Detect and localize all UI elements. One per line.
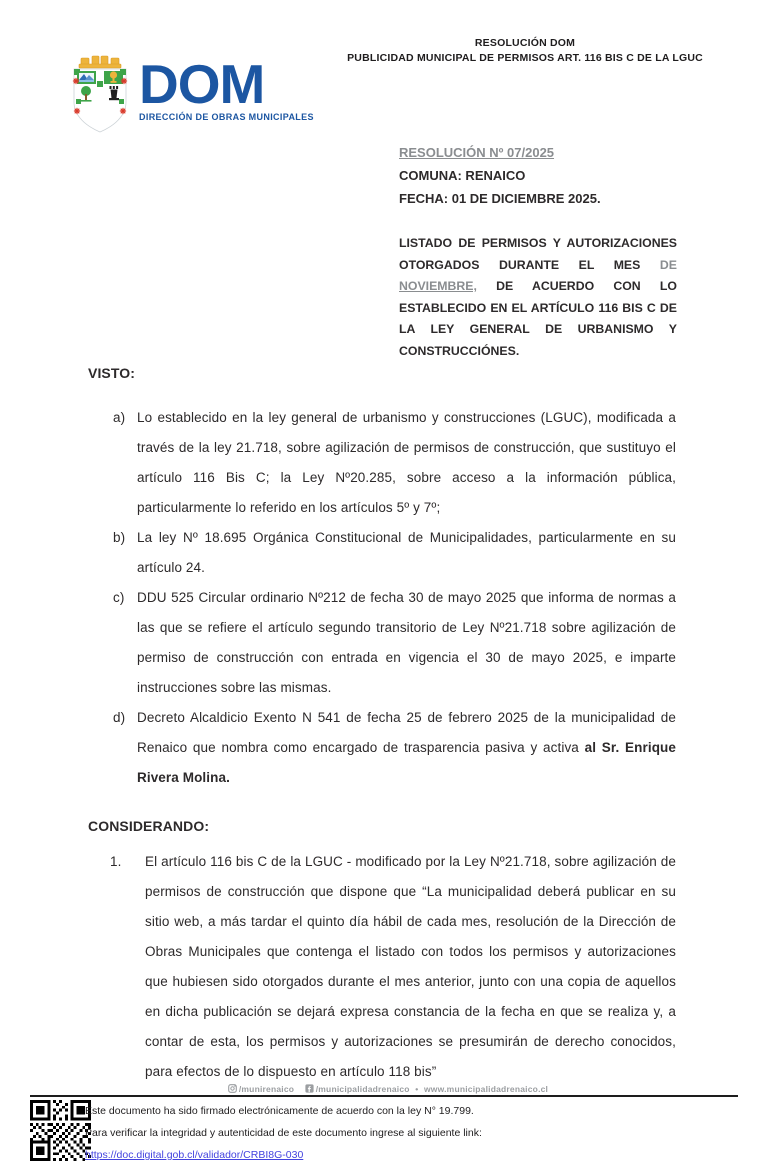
list-item-text: El artículo 116 bis C de la LGUC - modificado por la Ley Nº21.718, sobre agilización de permisos de construcción que dispone que “La municipalidad deberá publicar en su sitio web, a más tardar el quinto día hábil de cada mes, resolución de la Dirección de Obras Municipales que contenga el listado con todos los permisos y autorizaciones que hubiesen sido otorgados durante el mes anterior, junto con una copia de aquellos en dicha publicación se dejará expresa constancia de la fecha en que se realiza y, a contar de esta, los permisos y autorizaciones se presumirán de derecho conocidos, para efectos de lo dispuesto en artículo 118 bis” (145, 854, 676, 1079)
comuna-line: COMUNA: RENAICO (399, 168, 526, 183)
qr-code-icon (30, 1100, 91, 1166)
list-item-1 (88, 847, 676, 1087)
list-item-text: La ley Nº 18.695 Orgánica Constitucional de Municipalidades, particularmente en su artículo 24. (137, 530, 676, 575)
list-item-label: d) (113, 710, 126, 725)
visto-heading: VISTO: (88, 365, 136, 381)
fecha-line: FECHA: 01 DE DICIEMBRE 2025. (399, 191, 601, 206)
logo-subtitle: DIRECCIÓN DE OBRAS MUNICIPALES (139, 112, 314, 122)
document-type-header (340, 36, 710, 65)
list-item-c (88, 583, 676, 703)
website-text: www.municipalidadrenaico.cl (424, 1084, 549, 1094)
list-item-d (88, 703, 676, 793)
doc-type-line1: RESOLUCIÓN DOM (474, 37, 576, 49)
considerando-heading: CONSIDERANDO: (88, 818, 210, 834)
dom-logo (68, 55, 314, 139)
list-item-label: 1. (110, 854, 122, 869)
facebook-handle: /municipalidadrenaico (315, 1084, 410, 1094)
verify-link[interactable]: https://doc.digital.gob.cl/validador/CRBI8G-030 (85, 1149, 304, 1161)
list-item-label: c) (113, 590, 125, 605)
resolution-number: RESOLUCIÓN Nº 07/2025 (399, 145, 555, 160)
list-item-label: a) (113, 410, 126, 425)
list-item-a (88, 403, 676, 523)
subject-part1: LISTADO DE PERMISOS Y AUTORIZACIONES OTORGADOS DURANTE EL MES (399, 236, 677, 272)
instagram-handle: /munirenaico (238, 1084, 295, 1094)
footer-verification-block (85, 1100, 482, 1166)
document-body (88, 364, 676, 1087)
resolution-subject (399, 233, 677, 363)
list-item-text: Lo establecido en la ley general de urbanismo y construcciones (LGUC), modificada a través de la ley 21.718, sobre agilización de permisos de construcción, que sustituyo el artículo 116 Bis C; la Ley Nº20.285, sobre acceso a la información pública, particularmente lo referido en los artículos 5º y 7º; (137, 410, 676, 515)
subject-month-underlined: NOVIEMBRE, (399, 279, 477, 294)
subject-part4: DE ACUERDO CON LO ESTABLECIDO EN EL ARTÍCULO 116 BIS C DE LA LEY GENERAL DE URBANISMO Y CONSTRUCCIÓNES. (399, 279, 677, 358)
logo-acronym: DOM (139, 53, 265, 115)
list-item-text-bold: al Sr. Enrique Rivera Molina. (137, 740, 676, 785)
resolution-meta-block (399, 141, 677, 363)
footer-divider (30, 1095, 738, 1097)
verify-note: Para verificar la integridad y autenticidad de este documento ingrese al siguiente link: (85, 1127, 482, 1139)
list-item-b (88, 523, 676, 583)
doc-type-line2: PUBLICIDAD MUNICIPAL DE PERMISOS ART. 116 BIS C DE LA LGUC (347, 51, 703, 64)
list-item-label: b) (113, 530, 126, 545)
social-separator: • (415, 1084, 419, 1094)
footer-social-line (0, 1084, 768, 1094)
facebook-icon (305, 1084, 314, 1093)
list-item-text: Decreto Alcaldicio Exento N 541 de fecha 25 de febrero 2025 de la municipalidad de Renaico que nombra como encargado de trasparencia pasiva y activa (137, 710, 676, 755)
renaico-coat-of-arms-icon (68, 55, 132, 139)
subject-part2: DE (659, 257, 677, 272)
signature-note: Este documento ha sido firmado electrónicamente de acuerdo con la ley N° 19.799. (85, 1105, 474, 1117)
list-item-text: DDU 525 Circular ordinario Nº212 de fecha 30 de mayo 2025 que informa de normas a las que se refiere el artículo segundo transitorio de Ley Nº21.718 sobre agilización de permiso de construcción con entrada en vigencia el 30 de mayo 2025, e imparte instrucciones sobre las mismas. (137, 590, 676, 695)
instagram-icon (228, 1084, 237, 1093)
